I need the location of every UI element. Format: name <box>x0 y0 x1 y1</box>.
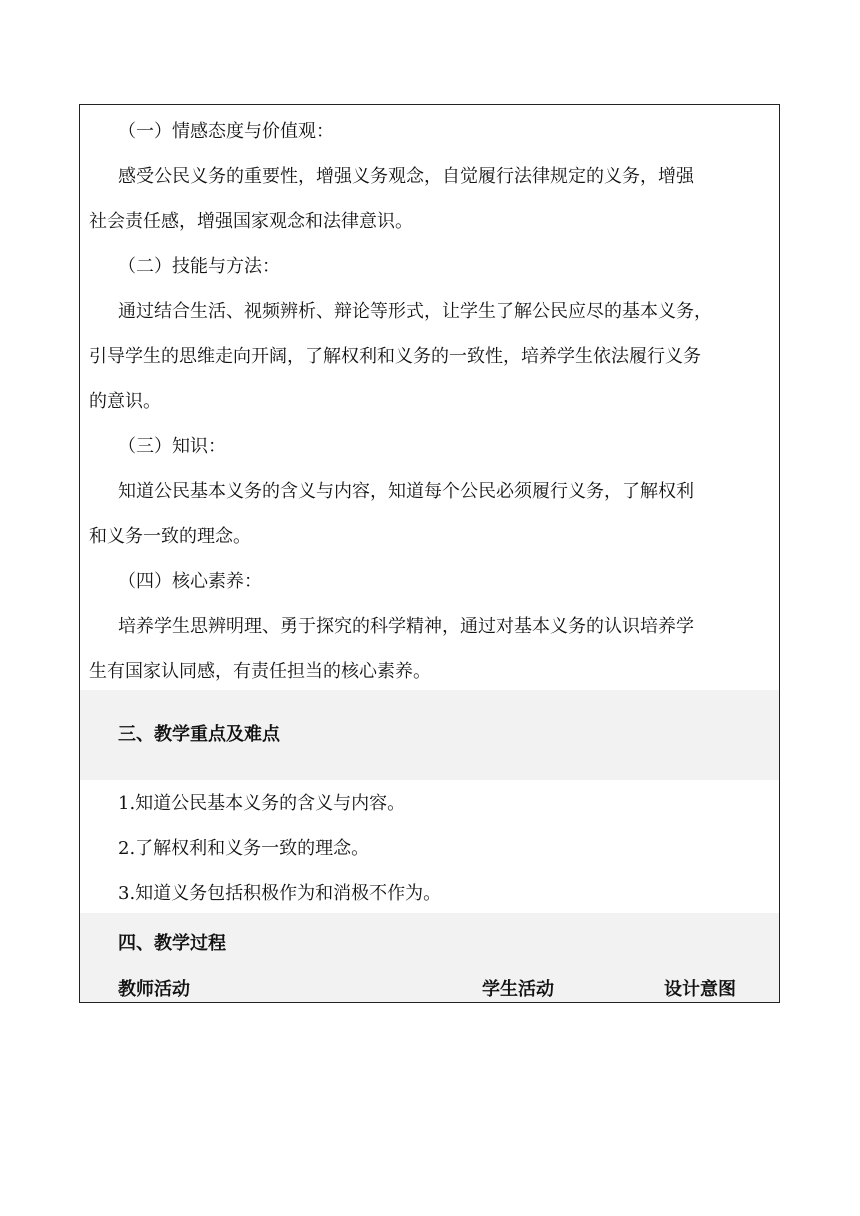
key-point-3: 3.知道义务包括积极作为和消极不作为。 <box>118 883 442 904</box>
core-heading: （四）核心素养： <box>118 571 262 592</box>
column-student-activity: 学生活动 <box>482 979 554 1000</box>
key-point-2: 2.了解权利和义务一致的理念。 <box>118 838 370 859</box>
skills-heading: （二）技能与方法： <box>118 256 280 277</box>
column-teacher-activity: 教师活动 <box>118 979 190 1000</box>
emotion-line-2: 社会责任感，增强国家观念和法律意识。 <box>89 211 413 232</box>
key-points-header-band <box>80 690 779 780</box>
knowledge-heading: （三）知识： <box>118 436 226 457</box>
process-title: 四、教学过程 <box>118 933 226 954</box>
emotion-heading: （一）情感态度与价值观： <box>118 121 334 142</box>
lesson-plan-table <box>79 104 780 1003</box>
knowledge-line-1: 知道公民基本义务的含义与内容，知道每个公民必须履行义务，了解权利 <box>118 481 694 502</box>
skills-line-2: 引导学生的思维走向开阔，了解权利和义务的一致性，培养学生依法履行义务 <box>89 346 701 367</box>
core-line-1: 培养学生思辨明理、勇于探究的科学精神，通过对基本义务的认识培养学 <box>118 616 694 637</box>
core-line-2: 生有国家认同感，有责任担当的核心素养。 <box>89 661 431 682</box>
skills-line-3: 的意识。 <box>89 391 161 412</box>
key-point-1: 1.知道公民基本义务的含义与内容。 <box>118 793 406 814</box>
key-points-title: 三、教学重点及难点 <box>118 724 280 745</box>
column-design-intent: 设计意图 <box>664 979 736 1000</box>
knowledge-line-2: 和义务一致的理念。 <box>89 526 251 547</box>
skills-line-1: 通过结合生活、视频辨析、辩论等形式，让学生了解公民应尽的基本义务， <box>118 301 712 322</box>
emotion-line-1: 感受公民义务的重要性，增强义务观念，自觉履行法律规定的义务，增强 <box>118 166 694 187</box>
